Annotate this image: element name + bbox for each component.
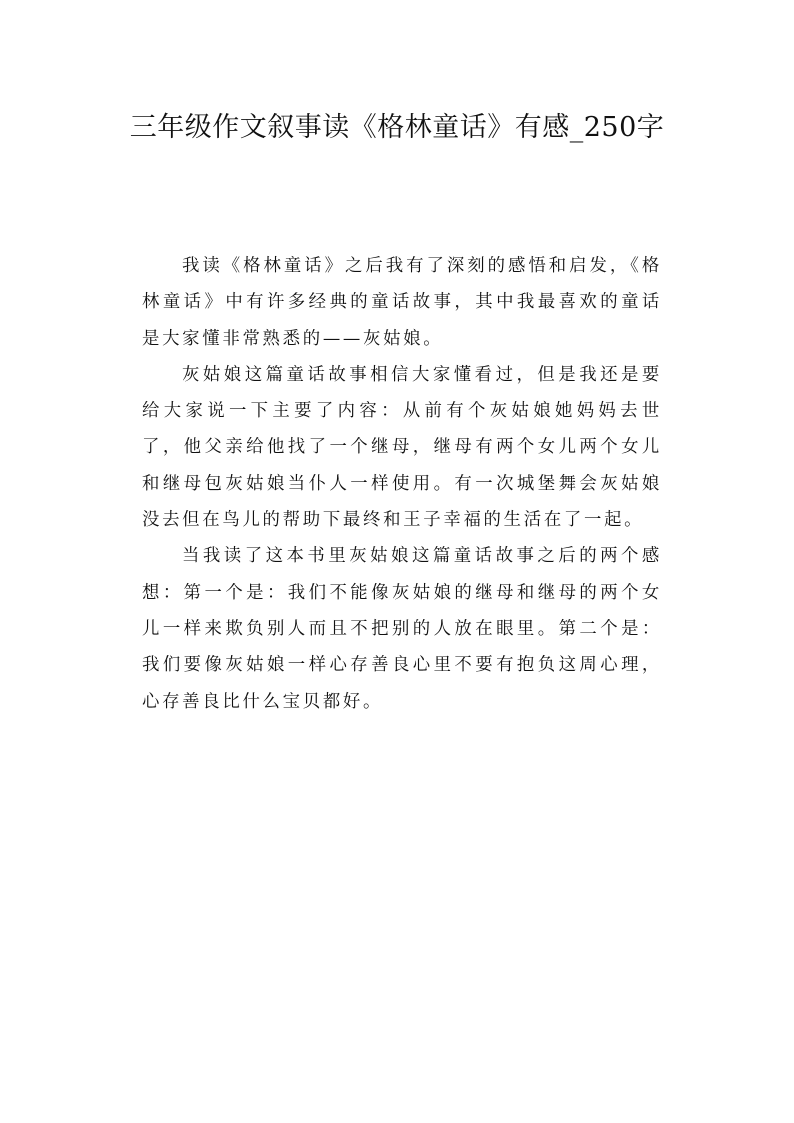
document-title: 三年级作文叙事读《格林童话》有感_250字 [129,112,665,143]
paragraph-1: 我读《格林童话》之后我有了深刻的感悟和启发，《格林童话》中有许多经典的童话故事，其中我最喜欢的童话是大家懂非常熟悉的——灰姑娘。 [142,256,662,349]
document-body [142,248,662,720]
paragraph-2: 灰姑娘这篇童话故事相信大家懂看过，但是我还是要给大家说一下主要了内容：从前有个灰姑娘她妈妈去世了，他父亲给他找了一个继母，继母有两个女儿两个女儿和继母包灰姑娘当仆人一样使用。有一次城堡舞会灰姑娘没去但在鸟儿的帮助下最终和王子幸福的生活在了一起。 [142,364,662,531]
paragraph-3: 当我读了这本书里灰姑娘这篇童话故事之后的两个感想：第一个是：我们不能像灰姑娘的继母和继母的两个女儿一样来欺负别人而且不把别的人放在眼里。第二个是：我们要像灰姑娘一样心存善良心里不要有抱负这周心理，心存善良比什么宝贝都好。 [142,546,662,712]
